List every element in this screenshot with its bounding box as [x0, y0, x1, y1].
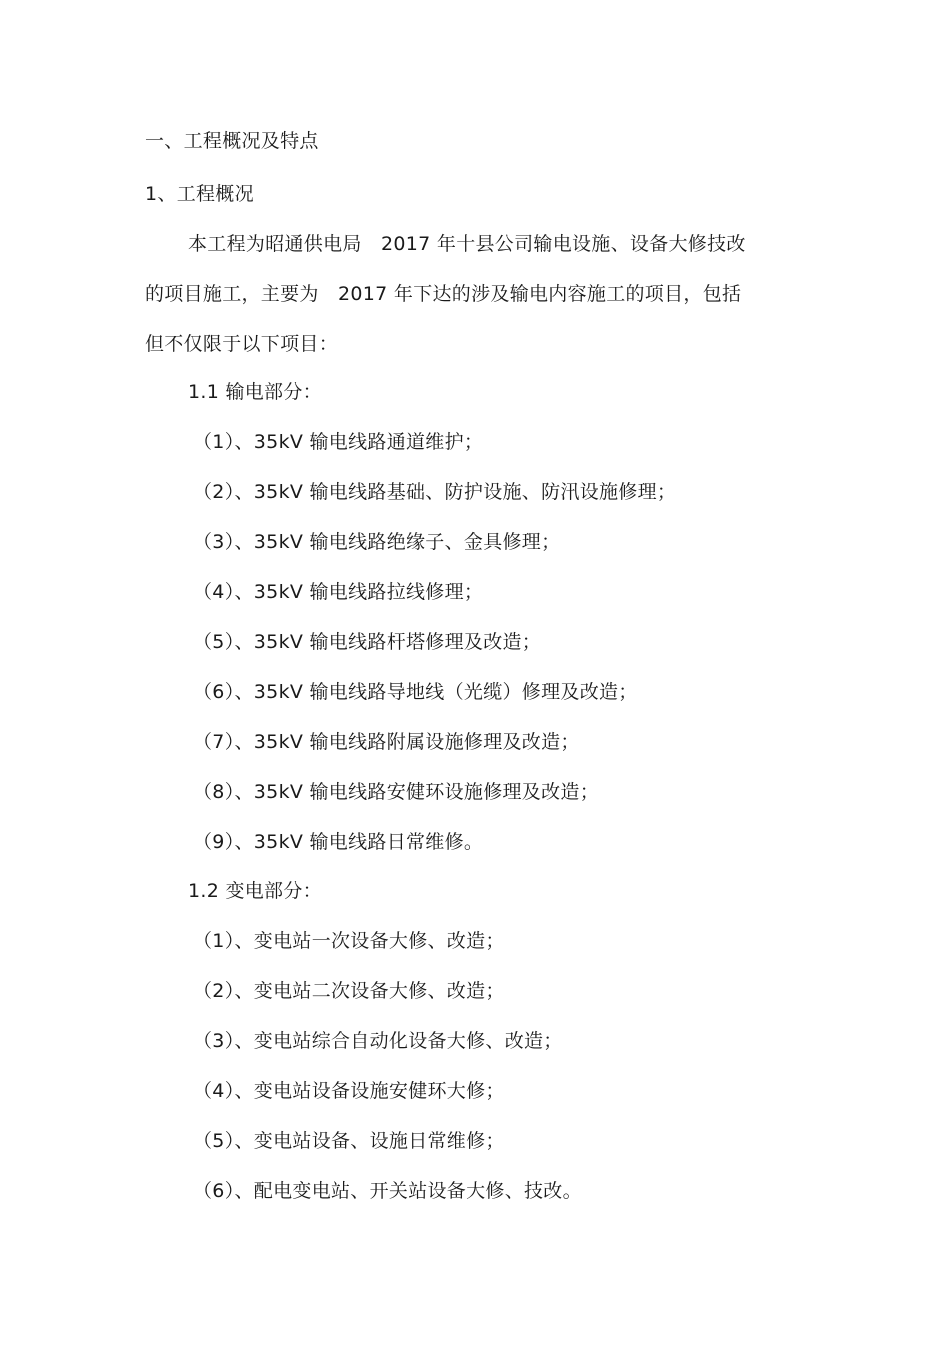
transmission-list-item: （1）、35kV 输电线路通道维护； [193, 431, 484, 453]
transmission-list-item: （5）、35kV 输电线路杆塔修理及改造； [193, 631, 542, 653]
transmission-list-item: （2）、35kV 输电线路基础、防护设施、防汛设施修理； [193, 481, 677, 503]
transmission-section-title: 1.1 输电部分： [188, 381, 322, 403]
transmission-list-item: （7）、35kV 输电线路附属设施修理及改造； [193, 731, 580, 753]
substation-section-title: 1.2 变电部分： [188, 880, 322, 902]
transmission-list-item: （8）、35kV 输电线路安健环设施修理及改造； [193, 781, 600, 803]
intro-paragraph-line-3: 但不仅限于以下项目： [145, 333, 339, 355]
intro-paragraph-line-2: 的项目施工，主要为 2017 年下达的涉及输电内容施工的项目，包括 [145, 283, 742, 305]
substation-list-item: （2）、变电站二次设备大修、改造； [193, 980, 505, 1002]
subsection-heading: 1、工程概况 [145, 183, 254, 205]
section-heading: 一、工程概况及特点 [145, 130, 319, 152]
transmission-list-item: （3）、35kV 输电线路绝缘子、金具修理； [193, 531, 561, 553]
intro-paragraph-line-1: 本工程为昭通供电局 2017 年十县公司输电设施、设备大修技改 [188, 233, 746, 255]
substation-list-item: （3）、变电站综合自动化设备大修、改造； [193, 1030, 563, 1052]
transmission-list-item: （9）、35kV 输电线路日常维修。 [193, 831, 484, 853]
substation-list-item: （5）、变电站设备、设施日常维修； [193, 1130, 505, 1152]
substation-list-item: （6）、配电变电站、开关站设备大修、技改。 [193, 1180, 582, 1202]
substation-list-item: （4）、变电站设备设施安健环大修； [193, 1080, 505, 1102]
transmission-list-item: （6）、35kV 输电线路导地线（光缆）修理及改造； [193, 681, 638, 703]
transmission-list-item: （4）、35kV 输电线路拉线修理； [193, 581, 484, 603]
substation-list-item: （1）、变电站一次设备大修、改造； [193, 930, 505, 952]
